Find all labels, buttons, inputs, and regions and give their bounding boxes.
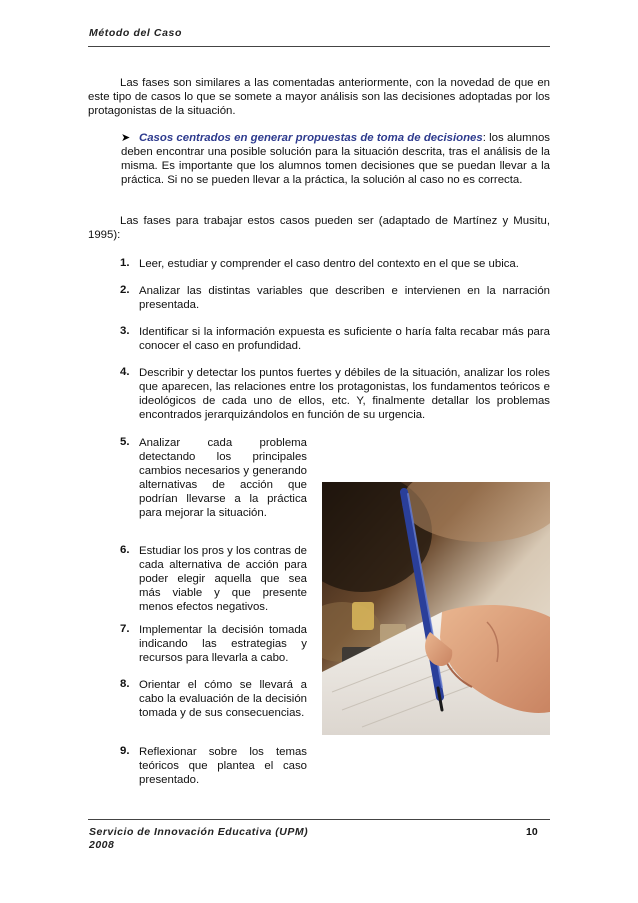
item-5-number: 5. [120, 436, 130, 448]
bullet-text: : los alumnos deben encontrar una posible solución para la situación descrita, tras el análisis de la misma. Es importante que los alumnos tomen decisiones que se puedan llevar a la práctica. Si no se pueden llevar a la práctica, la solución al caso no es correcta. [121, 132, 550, 186]
item-2-text: Analizar las distintas variables que describen e intervienen en la narración presentada. [139, 285, 550, 311]
item-9-text: Reflexionar sobre los temas teóricos que plantea el caso presentado. [139, 746, 307, 786]
footer-rule [88, 819, 550, 820]
item-4-text: Describir y detectar los puntos fuertes y débiles de la situación, analizar los roles que aparecen, las relaciones entre los protagonistas, los fundamentos teóricos e ideológicos de cada uno de ellos, etc. Y, finalmente detallar los problemas encontrados jerarquizándolos en función de su urgencia. [139, 367, 550, 421]
hand-with-pen-illustration [322, 482, 550, 735]
photo-hand-writing [322, 482, 550, 735]
header-rule [88, 46, 550, 47]
item-2-number: 2. [120, 284, 130, 296]
item-3-number: 3. [120, 325, 130, 337]
item-5-text: Analizar cada problema detectando los principales cambios necesarios y generando alternativas de acción que podrían llevarse a la práctica para mejorar la situación. [139, 437, 307, 519]
footer-org-name: Servicio de Innovación Educativa (UPM) [89, 826, 309, 838]
item-1-text: Leer, estudiar y comprender el caso dentro del contexto en el que se ubica. [139, 258, 519, 270]
item-6-number: 6. [120, 544, 130, 556]
arrow-bullet-icon: ➤ [121, 132, 131, 144]
phases-intro: Las fases para trabajar estos casos pueden ser (adaptado de Martínez y Musitu, 1995): [88, 215, 550, 241]
item-1-number: 1. [120, 257, 130, 269]
item-9-number: 9. [120, 745, 130, 757]
item-3-text: Identificar si la información expuesta es suficiente o haría falta recabar más para conocer el caso en profundidad. [139, 326, 550, 352]
bullet-paragraph [121, 131, 550, 187]
page-number: 10 [526, 826, 538, 838]
footer-organization [89, 826, 308, 852]
bullet-heading: Casos centrados en generar propuestas de toma de decisiones [139, 132, 483, 144]
item-7-text: Implementar la decisión tomada indicando las estrategias y recursos para llevarla a cabo. [139, 624, 307, 664]
item-4-number: 4. [120, 366, 130, 378]
item-7-number: 7. [120, 623, 130, 635]
item-8-text: Orientar el cómo se llevará a cabo la evaluación de la decisión tomada y de sus consecuencias. [139, 679, 307, 719]
intro-paragraph: Las fases son similares a las comentadas anteriormente, con la novedad de que en este tipo de casos lo que se somete a mayor análisis son las decisiones adoptadas por los protagonistas de la situación. [88, 77, 550, 117]
running-header-title: Método del Caso [89, 27, 183, 39]
footer-year: 2008 [89, 839, 115, 851]
item-6-text: Estudiar los pros y los contras de cada alternativa de acción para poder elegir aquella que sea más viable y que presente menos efectos negativos. [139, 545, 307, 613]
item-8-number: 8. [120, 678, 130, 690]
